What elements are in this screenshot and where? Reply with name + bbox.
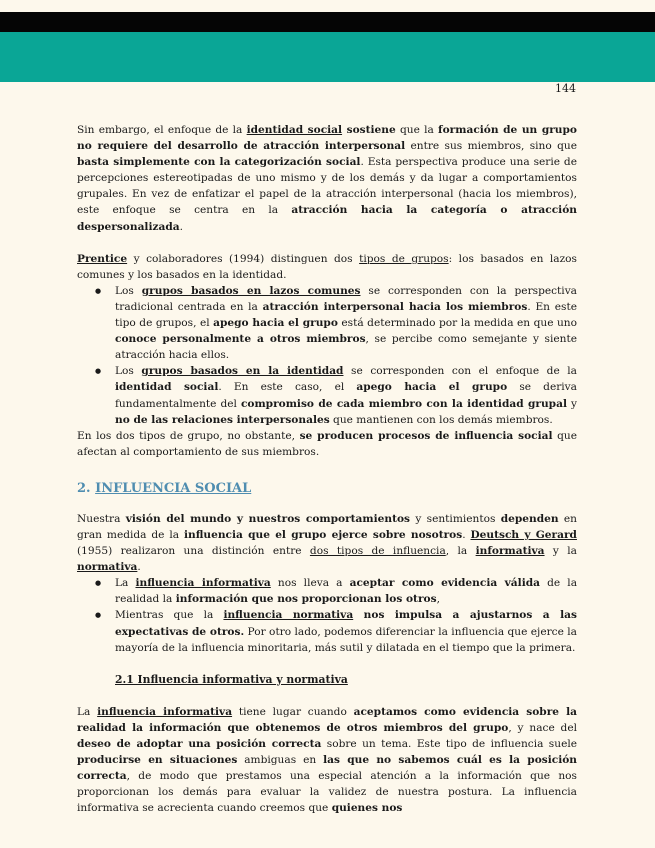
paragraph-influencia-informativa: La influencia informativa tiene lugar cuando aceptamos como evidencia sobre la realidad la información que obtenemos de otros miembros del grupo, y nace del deseo de adoptar una posición correcta sobre un tema. Este tipo de influencia suele producirse en situaciones ambiguas en las que no sabemos cuál es la posición correcta, de modo que prestamos una especial atención a la información que nos proporcionan los demás para evaluar la validez de nuestra postura. La influencia informativa se acrecienta cuando creemos que quienes nos [77, 705, 578, 815]
header-teal-band [0, 32, 655, 95]
emphasis: sostiene [342, 124, 396, 136]
top-margin [0, 0, 655, 12]
text: Sin embargo, el enfoque de la [77, 124, 247, 136]
emphasis: basta simplemente con la categorización social [77, 156, 361, 169]
list-item: ● La influencia informativa nos lleva a aceptar como evidencia válida de la realidad la información que nos proporcionan los otros, [115, 575, 577, 607]
text: . Esta perspectiva produce una serie de percepciones estereotipadas de uno mismo y de los demás y da lugar a comportamientos grupales. En vez de enfatizar el papel de la atracción interpersonal (hacia los miembros), este enfoque se centra en la [77, 156, 577, 217]
header-black-band [0, 12, 655, 32]
paragraph-influencia-ambos: En los dos tipos de grupo, no obstante, se producen procesos de influencia social que afectan al comportamiento de sus miembros. [77, 429, 578, 458]
text: : los basados en lazos comunes y los basados en la identidad. [77, 252, 577, 281]
influence-types-list [77, 575, 577, 655]
section-title: INFLUENCIA SOCIAL [95, 480, 252, 496]
group-types-list [77, 283, 577, 428]
author-deutsch-gerard: Deutsch y Gerard [470, 528, 577, 541]
text: y colaboradores (1994) distinguen dos [127, 252, 360, 265]
subsection-heading: 2.1 Influencia informativa y normativa [115, 672, 348, 686]
list-item: ● Los grupos basados en lazos comunes se corresponden con la perspectiva tradicional centrada en la atracción interpersonal hacia los miembros. En este tipo de grupos, el apego hacia el grupo está determinado por la medida en que uno conoce personalmente a otros miembros, se percibe como semejante y siente atracción hacia ellos. [115, 283, 577, 363]
section-heading: 2. INFLUENCIA SOCIAL [77, 480, 252, 496]
paragraph-vision-mundo: Nuestra visión del mundo y nuestros comportamientos y sentimientos dependen en gran medida de la influencia que el grupo ejerce sobre nosotros. Deutsch y Gerard (1955) realizaron una distinción entre dos tipos de influencia, la informativa y la normativa. [77, 512, 577, 574]
list-item: ● Mientras que la influencia normativa nos impulsa a ajustarnos a las expectativas de otros. Por otro lado, podemos diferenciar la influencia que ejerce la mayoría de la influencia minoritaria, más sutil y dilatada en el tiempo que la primera. [115, 607, 577, 655]
term-identidad-social: identidad social [246, 124, 343, 136]
text: . [179, 220, 184, 233]
text: que la [395, 124, 439, 136]
document-body [77, 122, 577, 816]
page-number: 144 [555, 82, 576, 95]
emphasis: atracción hacia la categoría o atracción despersonalizada [77, 204, 577, 233]
text: entre sus miembros, sino que [405, 140, 577, 153]
emphasis: formación de un grupo no requiere del desarrollo de atracción interpersonal [77, 124, 577, 153]
paragraph-identidad-social [77, 122, 577, 235]
author-prentice: Prentice [77, 252, 128, 265]
list-item: ● Los grupos basados en la identidad se corresponden con el enfoque de la identidad social. En este caso, el apego hacia el grupo se deriva fundamentalmente del compromiso de cada miembro con la identidad grupal y no de las relaciones interpersonales que mantienen con los demás miembros. [115, 363, 577, 427]
term-lazos-comunes: grupos basados en lazos comunes [141, 284, 361, 297]
term-basados-identidad: grupos basados en la identidad [141, 365, 344, 378]
term-tipos-de-grupos: tipos de grupos [359, 252, 449, 265]
paragraph-prentice [77, 251, 577, 283]
